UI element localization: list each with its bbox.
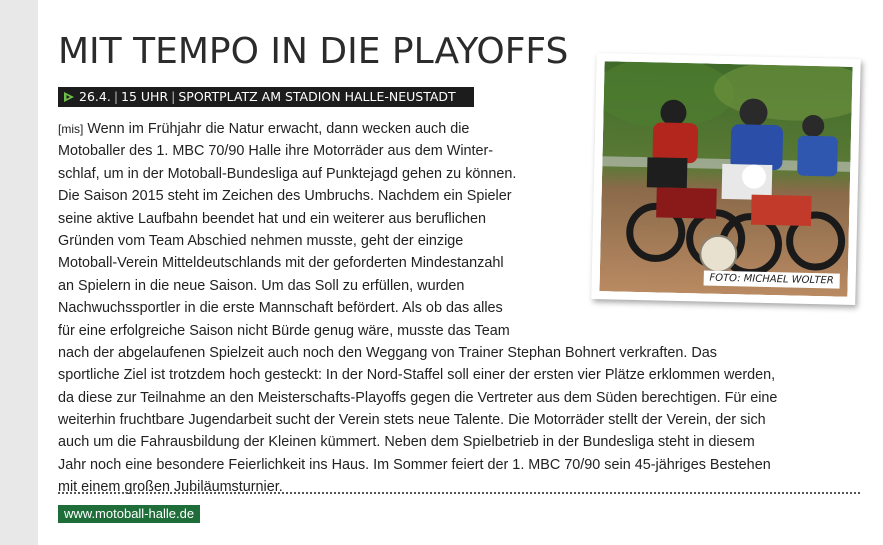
author-tag: [mis]	[58, 122, 84, 136]
body-line: Nachwuchssportler in die erste Mannschaft befördert. Als ob das alles	[58, 300, 503, 317]
body-line: sportliche Ziel ist trotzdem hoch gesteckt: In der Nord-Staffel soll einer der ersten vier Plätze erklommen werden,	[58, 367, 776, 384]
event-venue: SPORTPLATZ AM STADION HALLE-NEUSTADT	[178, 89, 456, 104]
separator: |	[113, 89, 119, 104]
body-line: nach der abgelaufenen Spielzeit auch noch den Weggang von Trainer Stephan Bohnert verkraften. Das	[58, 344, 717, 361]
play-triangle-icon	[61, 87, 79, 107]
event-time: 15 UHR	[121, 89, 169, 104]
body-line-text: Wenn im Frühjahr die Natur erwacht, dann wecken auch die	[87, 121, 470, 137]
body-line: Die Saison 2015 steht im Zeichen des Umbruchs. Nachdem ein Spieler	[58, 188, 512, 205]
body-line: Motoballer des 1. MBC 70/90 Halle ihre Motorräder aus dem Winter-	[58, 143, 494, 160]
body-line: mit einem großen Jubiläumsturnier.	[58, 479, 283, 496]
divider	[58, 492, 860, 494]
website-link[interactable]: www.motoball-halle.de	[58, 505, 200, 523]
body-line: Jahr noch eine besondere Feierlichkeit ins Haus. Im Sommer feiert der 1. MBC 70/90 sein 45-jähriges Bestehen	[58, 456, 771, 473]
body-line: auch um die Fahrausbildung der Kleinen kümmert. Neben dem Spielbetrieb in der Bundesliga steht in diesem	[58, 434, 755, 451]
body-line: für eine erfolgreiche Saison nicht Bürde genug wäre, musste das Team	[58, 322, 510, 339]
event-date: 26.4.	[79, 89, 111, 104]
article-headline: MIT TEMPO IN DIE PLAYOFFS	[58, 31, 569, 72]
motoball-photo	[599, 61, 852, 297]
photo-credit: FOTO: MICHAEL WOLTER	[703, 271, 840, 289]
body-line: da diese zur Teilnahme an den Meisterschafts-Playoffs gegen die Vertreter aus dem Süden berechtigen. Für eine	[58, 389, 778, 406]
page-margin-bar	[0, 0, 38, 545]
body-line: schlaf, um in der Motoball-Bundesliga auf Punktejagd gehen zu können.	[58, 165, 517, 182]
body-line: Gründen vom Team Abschied nehmen musste, geht der einzige	[58, 232, 464, 249]
body-line: Motoball-Verein Mitteldeutschlands mit der geforderten Mindestanzahl	[58, 255, 504, 272]
body-line: seine aktive Laufbahn beendet hat und ein weiterer aus beruflichen	[58, 210, 487, 227]
body-line: an Spielern in die neue Saison. Um das Soll zu erfüllen, wurden	[58, 277, 465, 294]
event-info-bar	[58, 87, 474, 107]
separator: |	[171, 89, 176, 104]
body-line: weiterhin fruchtbare Jugendarbeit sucht der Verein stets neue Talente. Die Motorräder stellt der Verein, der sich	[58, 412, 766, 429]
article-photo	[591, 53, 861, 305]
